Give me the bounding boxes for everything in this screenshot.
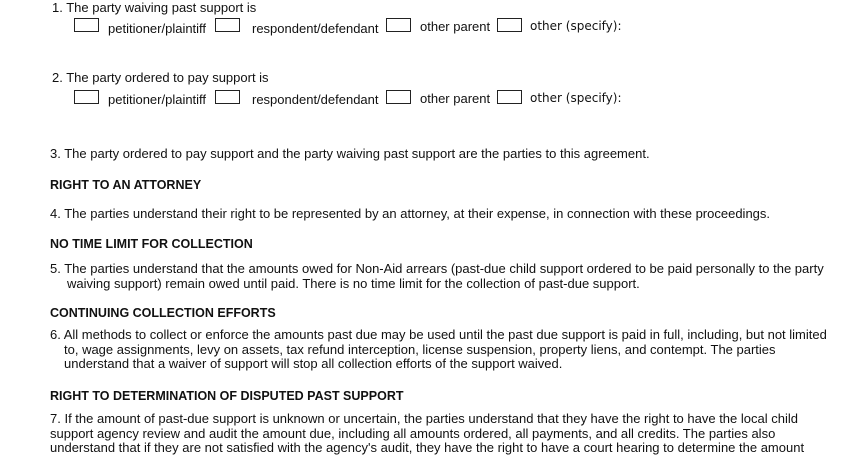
item-1-respondent-label: respondent/defendant (252, 21, 379, 36)
section-heading-no-time-limit: NO TIME LIMIT FOR COLLECTION (50, 237, 253, 251)
paragraph-line: understand that a waiver of support will stop all collection efforts of the support waived. (64, 356, 563, 371)
item-2-respondent-label: respondent/defendant (252, 92, 379, 107)
section-paragraph-attorney (50, 207, 770, 222)
section-paragraph-no-time-limit (50, 262, 824, 291)
paragraph-line: support agency review and audit the amount due, including all amounts ordered, all payments, and all credits. The parties also (50, 425, 776, 441)
paragraph-line: waiving support) remain owed until paid. There is no time limit for the collection of past-due support. (67, 275, 640, 291)
item-2-label: 2. The party ordered to pay support is (52, 70, 269, 85)
paragraph-line: 4. The parties understand their right to be represented by an attorney, at their expense, in connection with these proceedings. (50, 206, 771, 221)
item-2-respondent-checkbox[interactable] (215, 90, 240, 104)
paragraph-line: 6. All methods to collect or enforce the amounts past due may be used until the past due support is paid in full, including, but not limited (50, 327, 827, 342)
section-heading-collection-efforts: CONTINUING COLLECTION EFFORTS (50, 306, 276, 320)
paragraph-line: to, wage assignments, levy on assets, tax refund interception, license suspension, property liens, and contempt. The parties (64, 341, 776, 357)
item-1-respondent-checkbox[interactable] (215, 18, 240, 32)
item-3-text: 3. The party ordered to pay support and the party waiving past support are the parties to this agreement. (50, 146, 650, 161)
section-heading-disputed-support: RIGHT TO DETERMINATION OF DISPUTED PAST SUPPORT (50, 389, 404, 403)
item-1-other-parent-label: other parent (420, 19, 491, 34)
item-2-other-specify-checkbox[interactable] (497, 90, 522, 104)
item-1-label: 1. The party waiving past support is (52, 0, 257, 15)
item-1-other-specify-checkbox[interactable] (497, 18, 522, 32)
item-1-other-parent-checkbox[interactable] (386, 18, 411, 32)
item-1-petitioner-label: petitioner/plaintiff (108, 21, 207, 36)
item-2-other-parent-checkbox[interactable] (386, 90, 411, 104)
item-2-petitioner-label: petitioner/plaintiff (108, 92, 207, 107)
item-2-other-parent-label: other parent (420, 91, 491, 106)
section-paragraph-collection-efforts (50, 328, 827, 372)
item-2-petitioner-checkbox[interactable] (74, 90, 99, 104)
item-2-other-specify-label: other (specify): (530, 91, 622, 105)
item-1-petitioner-checkbox[interactable] (74, 18, 99, 32)
paragraph-line: understand that if they are not satisfied with the agency's audit, they have the right to have a court hearing to determine the amount (50, 440, 805, 455)
paragraph-line: 5. The parties understand that the amounts owed for Non-Aid arrears (past-due child support ordered to be paid personally to the party (50, 261, 824, 276)
section-heading-attorney: RIGHT TO AN ATTORNEY (50, 178, 202, 192)
item-1-other-specify-label: other (specify): (530, 19, 622, 33)
paragraph-line: 7. If the amount of past-due support is unknown or uncertain, the parties understand that they have the right to have the local child (50, 411, 798, 426)
